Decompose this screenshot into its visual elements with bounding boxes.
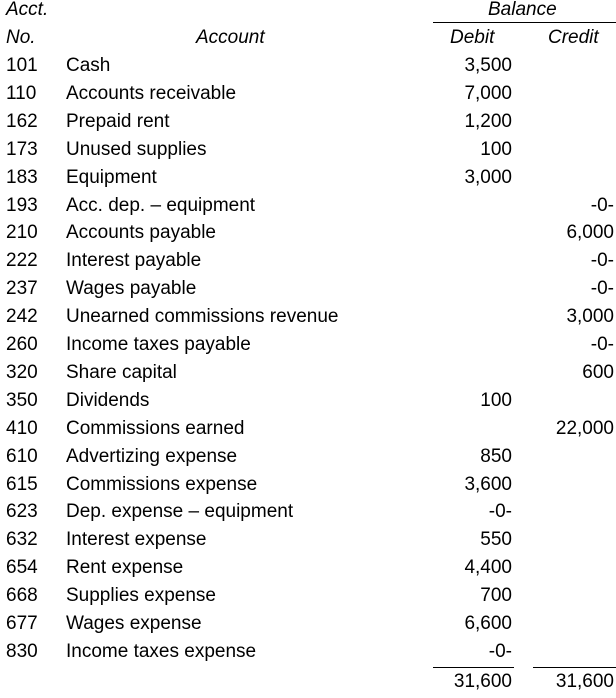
row-account-name: Interest payable xyxy=(66,250,202,271)
row-account-name: Share capital xyxy=(66,362,177,383)
row-debit: -0- xyxy=(488,641,512,662)
row-debit: 100 xyxy=(480,139,512,160)
row-credit: -0- xyxy=(590,195,614,216)
acct-header-line1: Acct. xyxy=(6,0,49,20)
row-debit: 700 xyxy=(480,585,512,606)
row-debit: -0- xyxy=(488,501,512,522)
row-credit: 6,000 xyxy=(566,222,614,243)
row-debit: 100 xyxy=(480,390,512,411)
row-account-number: 410 xyxy=(6,418,38,439)
row-account-name: Dep. expense – equipment xyxy=(66,501,294,522)
row-credit: -0- xyxy=(590,278,614,299)
row-debit: 6,600 xyxy=(464,613,512,634)
row-account-name: Interest expense xyxy=(66,529,207,550)
row-account-number: 610 xyxy=(6,446,38,467)
row-account-number: 260 xyxy=(6,334,38,355)
debit-total-rule xyxy=(433,667,514,668)
balance-header-rule xyxy=(433,22,616,23)
credit-header: Credit xyxy=(548,27,599,48)
row-account-number: 173 xyxy=(6,139,38,160)
row-credit: -0- xyxy=(590,334,614,355)
row-account-name: Equipment xyxy=(66,167,157,188)
row-account-number: 668 xyxy=(6,585,38,606)
row-credit: 22,000 xyxy=(555,418,614,439)
debit-header: Debit xyxy=(450,27,495,48)
row-account-number: 237 xyxy=(6,278,38,299)
row-debit: 3,000 xyxy=(464,167,512,188)
row-account-name: Wages payable xyxy=(66,278,197,299)
row-account-number: 242 xyxy=(6,306,38,327)
row-account-name: Unused supplies xyxy=(66,139,207,160)
row-account-number: 101 xyxy=(6,55,38,76)
credit-total-rule xyxy=(533,667,616,668)
balance-header: Balance xyxy=(488,0,557,20)
row-account-number: 183 xyxy=(6,167,38,188)
row-account-name: Income taxes payable xyxy=(66,334,251,355)
row-account-name: Prepaid rent xyxy=(66,111,170,132)
row-credit: 3,000 xyxy=(566,306,614,327)
credit-total: 31,600 xyxy=(555,671,614,692)
row-account-name: Cash xyxy=(66,55,111,76)
row-debit: 4,400 xyxy=(464,557,512,578)
row-debit: 7,000 xyxy=(464,83,512,104)
row-account-number: 615 xyxy=(6,474,38,495)
row-account-name: Acc. dep. – equipment xyxy=(66,195,256,216)
row-account-number: 830 xyxy=(6,641,38,662)
row-account-number: 193 xyxy=(6,195,38,216)
row-account-number: 110 xyxy=(6,83,37,104)
row-account-name: Unearned commissions revenue xyxy=(66,306,339,327)
row-account-name: Commissions expense xyxy=(66,474,258,495)
row-account-number: 677 xyxy=(6,613,38,634)
row-account-name: Accounts receivable xyxy=(66,83,237,104)
row-account-name: Supplies expense xyxy=(66,585,216,606)
row-debit: 850 xyxy=(480,446,512,467)
row-debit: 550 xyxy=(480,529,512,550)
row-credit: -0- xyxy=(590,250,614,271)
debit-total: 31,600 xyxy=(453,671,512,692)
row-account-name: Dividends xyxy=(66,390,150,411)
row-account-number: 623 xyxy=(6,501,38,522)
row-account-name: Income taxes expense xyxy=(66,641,257,662)
row-debit: 1,200 xyxy=(464,111,512,132)
row-debit: 3,500 xyxy=(464,55,512,76)
row-account-name: Wages expense xyxy=(66,613,202,634)
row-account-name: Advertizing expense xyxy=(66,446,238,467)
account-header: Account xyxy=(196,27,265,48)
row-account-name: Commissions earned xyxy=(66,418,245,439)
row-credit: 600 xyxy=(582,362,614,383)
row-account-number: 632 xyxy=(6,529,38,550)
row-account-number: 654 xyxy=(6,557,38,578)
row-account-number: 162 xyxy=(6,111,38,132)
row-debit: 3,600 xyxy=(464,474,512,495)
row-account-number: 222 xyxy=(6,250,38,271)
row-account-name: Rent expense xyxy=(66,557,184,578)
acct-header-line2: No. xyxy=(6,27,36,48)
row-account-name: Accounts payable xyxy=(66,222,216,243)
row-account-number: 350 xyxy=(6,390,38,411)
row-account-number: 210 xyxy=(6,222,38,243)
row-account-number: 320 xyxy=(6,362,38,383)
